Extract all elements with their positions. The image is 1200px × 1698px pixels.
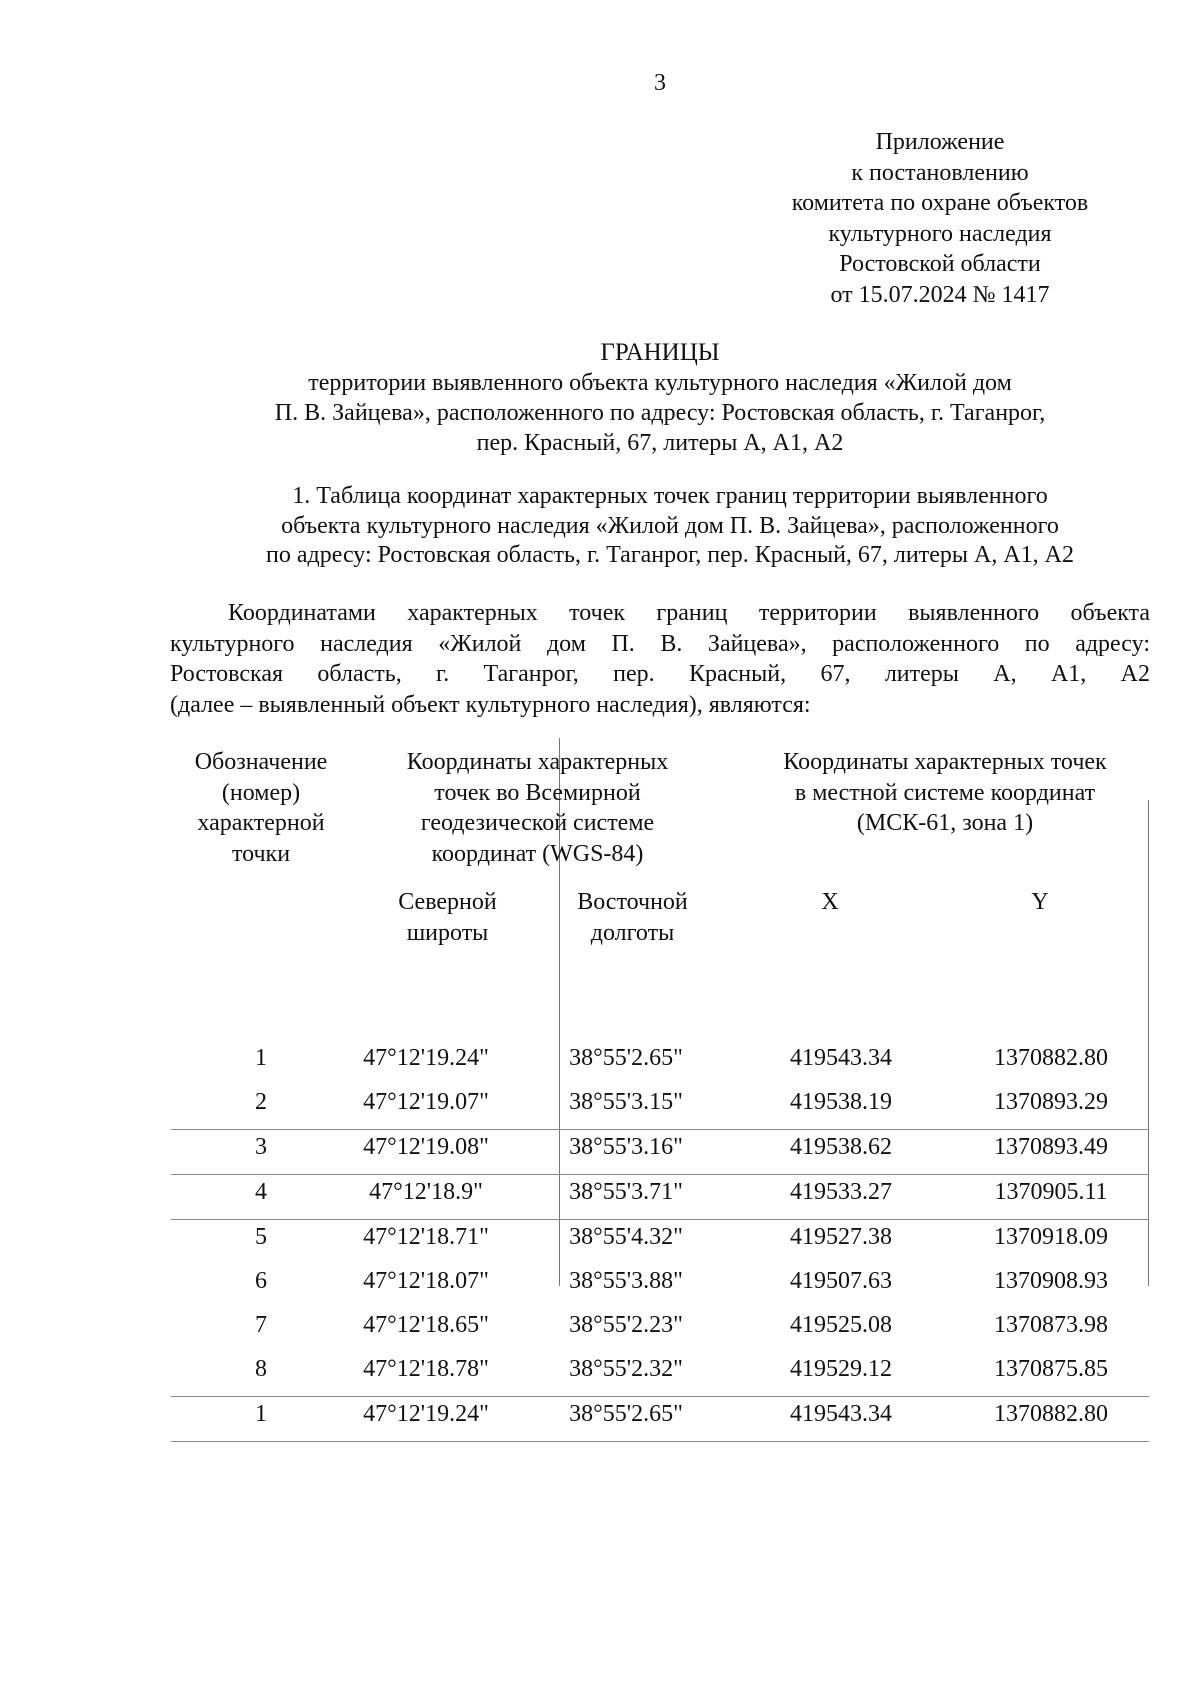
cell-latitude: 47°12'19.24" — [363, 1401, 489, 1427]
title-line: территории выявленного объекта культурного наследия «Жилой дом — [308, 370, 1012, 396]
header-wgs84: Координаты характерных точек во Всемирной геодезической системе координат (WGS-84) — [406, 749, 669, 867]
appendix-block — [770, 127, 1110, 310]
section-line: по адресу: Ростовская область, г. Таганрог, пер. Красный, 67, литеры А, А1, А2 — [265, 542, 1074, 568]
header-y: Y — [1031, 889, 1049, 915]
title-line: П. В. Зайцева», расположенного по адресу: Ростовская область, г. Таганрог, — [274, 400, 1046, 426]
table-row — [171, 1085, 1149, 1130]
cell-x: 419538.19 — [790, 1089, 892, 1115]
cell-longitude: 38°55'2.65" — [569, 1401, 683, 1427]
table-row — [171, 1041, 1149, 1085]
cell-y: 1370875.85 — [994, 1356, 1108, 1382]
document-title — [170, 337, 1150, 458]
cell-latitude: 47°12'18.71" — [363, 1224, 489, 1250]
section-line: объекта культурного наследия «Жилой дом П. В. Зайцева», расположенного — [281, 512, 1059, 539]
cell-y: 1370882.80 — [994, 1401, 1108, 1427]
cell-y: 1370918.09 — [994, 1224, 1108, 1250]
cell-latitude: 47°12'18.07" — [363, 1268, 489, 1294]
cell-point: 3 — [255, 1134, 267, 1160]
cell-y: 1370905.11 — [994, 1179, 1108, 1205]
appendix-line: к постановлению — [851, 159, 1029, 186]
header-east-longitude: Восточной долготы — [577, 889, 688, 946]
header-point-number: Обозначение (номер) характерной точки — [194, 749, 328, 867]
cell-y: 1370882.80 — [994, 1045, 1108, 1071]
cell-longitude: 38°55'2.23" — [569, 1312, 683, 1338]
cell-x: 419538.62 — [790, 1134, 892, 1160]
appendix-line: Приложение — [875, 129, 1005, 155]
cell-longitude: 38°55'3.71" — [569, 1179, 683, 1205]
table-row — [171, 1264, 1149, 1308]
body-paragraph — [170, 598, 1150, 720]
table-row — [171, 1308, 1149, 1352]
cell-latitude: 47°12'19.07" — [363, 1089, 489, 1115]
section-heading — [170, 482, 1170, 571]
page-number: 3 — [654, 70, 666, 96]
cell-latitude: 47°12'19.24" — [363, 1045, 489, 1071]
cell-y: 1370908.93 — [994, 1268, 1108, 1294]
table-row — [171, 1220, 1149, 1264]
cell-latitude: 47°12'18.65" — [363, 1312, 489, 1338]
appendix-line: комитета по охране объектов — [791, 190, 1089, 216]
cell-x: 419525.08 — [790, 1312, 892, 1338]
table-row — [171, 1397, 1149, 1442]
paragraph-line: Координатами характерных точек границ территории выявленного объекта — [228, 600, 1150, 626]
paragraph-line: Ростовская область, г. Таганрог, пер. Красный, 67, литеры А, А1, А2 — [170, 661, 1150, 687]
cell-longitude: 38°55'2.32" — [569, 1356, 683, 1382]
paragraph-line: (далее – выявленный объект культурного наследия), являются: — [170, 691, 811, 718]
cell-longitude: 38°55'2.65" — [569, 1045, 683, 1071]
cell-point: 8 — [255, 1356, 267, 1382]
cell-point: 1 — [255, 1045, 267, 1071]
title-line: пер. Красный, 67, литеры А, А1, А2 — [476, 430, 844, 456]
cell-latitude: 47°12'18.9" — [369, 1179, 483, 1205]
header-x: X — [821, 889, 839, 915]
cell-latitude: 47°12'19.08" — [363, 1134, 489, 1160]
cell-x: 419543.34 — [790, 1401, 892, 1427]
appendix-line: Ростовской области — [839, 251, 1041, 277]
appendix-line: культурного наследия — [828, 220, 1052, 247]
cell-point: 2 — [255, 1089, 267, 1115]
cell-x: 419533.27 — [790, 1179, 892, 1205]
header-msk61: Координаты характерных точек в местной системе координат (МСК-61, зона 1) — [783, 749, 1107, 836]
cell-longitude: 38°55'3.88" — [569, 1268, 683, 1294]
table-row — [171, 1175, 1149, 1220]
table-row — [171, 1352, 1149, 1397]
cell-point: 7 — [255, 1312, 267, 1338]
header-north-latitude: Северной широты — [398, 889, 497, 946]
cell-point: 5 — [255, 1224, 267, 1250]
section-line: 1. Таблица координат характерных точек границ территории выявленного — [292, 483, 1048, 509]
cell-x: 419529.12 — [790, 1356, 892, 1382]
cell-x: 419527.38 — [790, 1224, 892, 1250]
paragraph-line: культурного наследия «Жилой дом П. В. Зайцева», расположенного по адресу: — [170, 630, 1150, 657]
table-row — [171, 1130, 1149, 1175]
cell-latitude: 47°12'18.78" — [363, 1356, 489, 1382]
cell-longitude: 38°55'3.16" — [569, 1134, 683, 1160]
cell-longitude: 38°55'3.15" — [569, 1089, 683, 1115]
cell-y: 1370893.29 — [994, 1089, 1108, 1115]
appendix-line: от 15.07.2024 № 1417 — [830, 281, 1050, 308]
title-heading: ГРАНИЦЫ — [600, 339, 720, 366]
cell-y: 1370873.98 — [994, 1312, 1108, 1338]
cell-x: 419507.63 — [790, 1268, 892, 1294]
cell-longitude: 38°55'4.32" — [569, 1224, 683, 1250]
cell-x: 419543.34 — [790, 1045, 892, 1071]
cell-point: 1 — [255, 1401, 267, 1427]
cell-point: 4 — [255, 1179, 267, 1205]
cell-y: 1370893.49 — [994, 1134, 1108, 1160]
cell-point: 6 — [255, 1268, 267, 1294]
